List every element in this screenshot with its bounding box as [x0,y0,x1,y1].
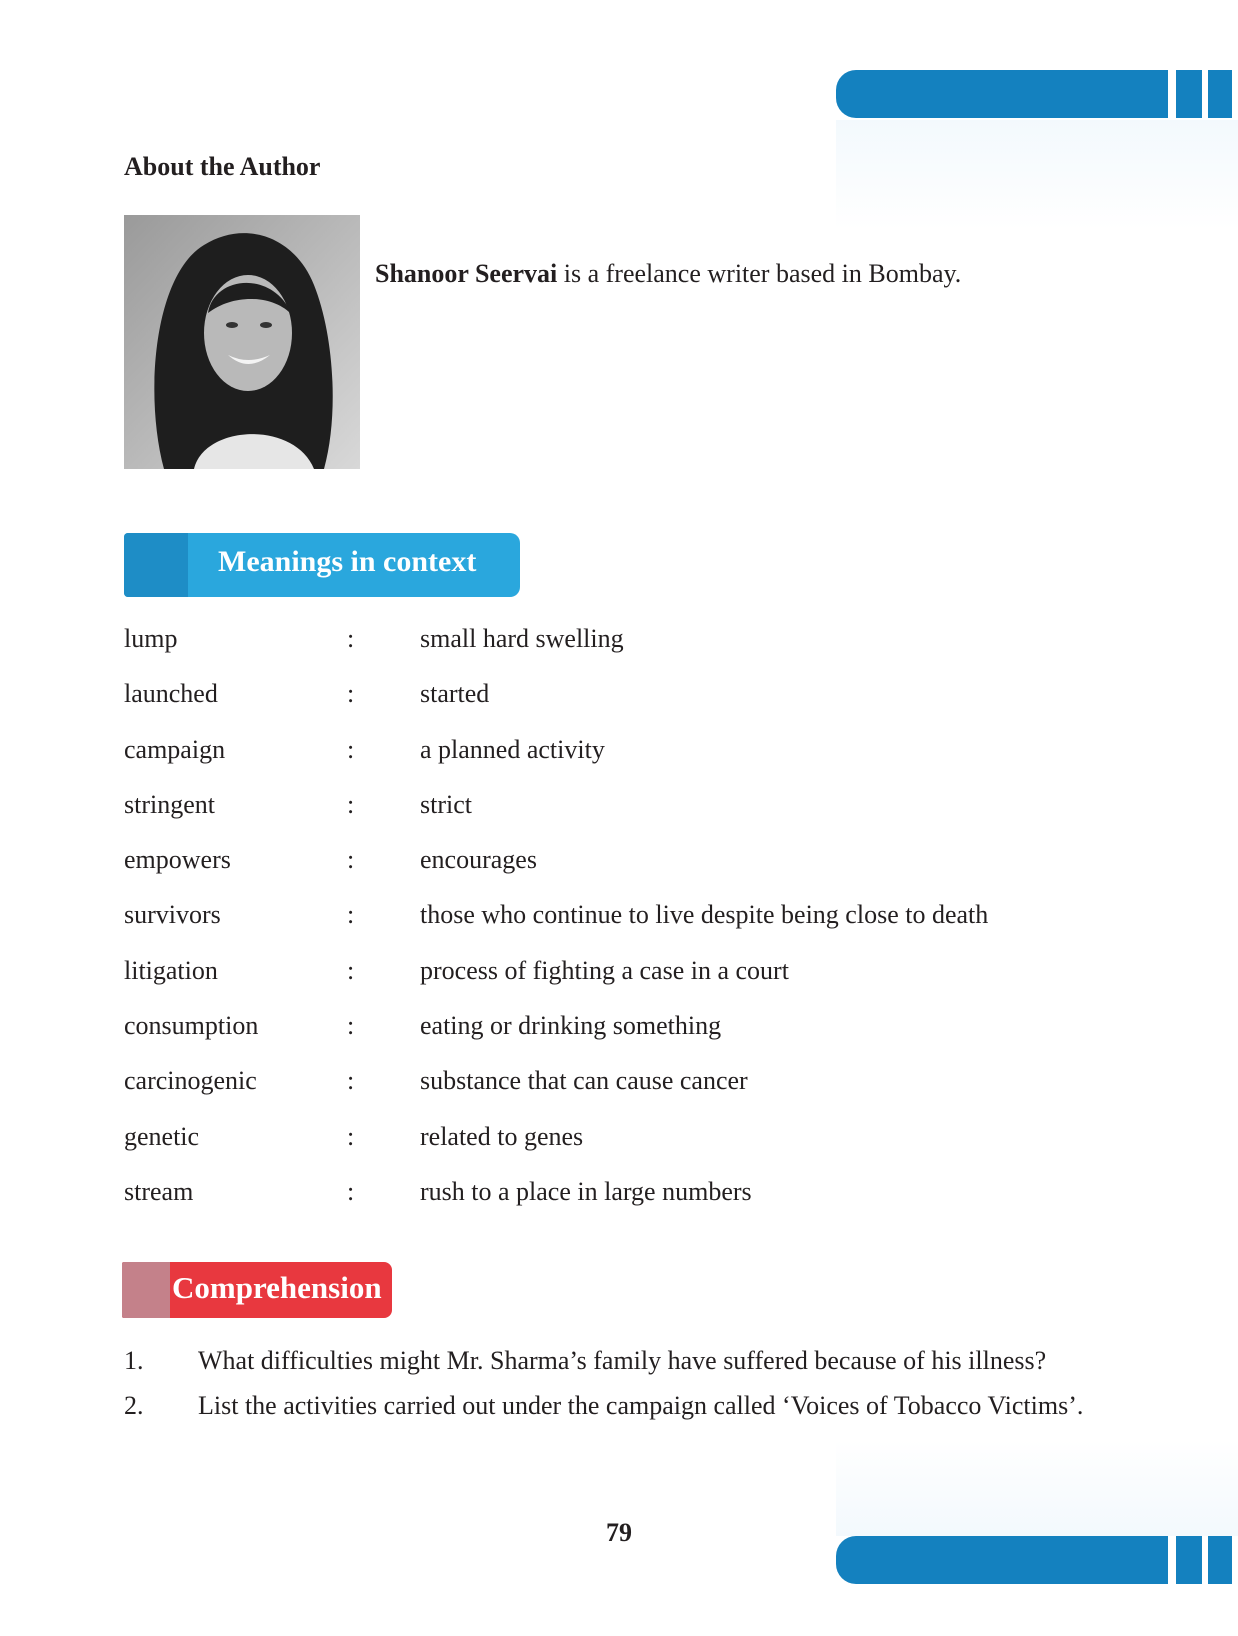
meanings-heading-banner [124,533,520,597]
banner-tab [122,1262,170,1318]
glossary-word: launched [124,679,218,709]
glossary-word: consumption [124,1011,259,1041]
glossary-word: empowers [124,845,231,875]
glossary-separator: : [347,624,355,653]
comprehension-questions [124,1342,1100,1432]
comprehension-heading: Comprehension [172,1270,382,1305]
glossary-row [124,1169,1084,1224]
glossary-word: genetic [124,1121,200,1151]
glossary-separator: : [347,1176,355,1206]
glossary-separator: : [347,734,355,764]
glossary-word: litigation [124,955,218,985]
glossary-meaning: rush to a place in large numbers [420,1176,752,1206]
glossary-meaning: substance that can cause cancer [420,1066,748,1096]
glossary-separator: : [347,1066,355,1096]
about-author-title: About the Author [124,152,321,181]
glossary-word: campaign [124,734,226,764]
glossary-meaning: eating or drinking something [420,1011,722,1041]
author-desc-text: is a freelance writer based in Bombay. [557,259,962,288]
glossary-word: survivors [124,900,221,930]
glossary-meaning: strict [420,789,472,819]
footer-decor-bar [836,1536,1238,1584]
glossary-meaning: those who continue to live despite being close to death [420,900,989,930]
glossary-row [124,616,1084,671]
glossary-meaning: started [420,679,490,709]
glossary-separator: : [347,955,355,985]
banner-tab [124,533,188,597]
glossary-separator: : [347,1121,355,1151]
glossary-row [124,671,1084,726]
glossary-separator: : [347,789,355,819]
glossary-meaning: related to genes [420,1121,584,1151]
header-decor-fade [836,120,1238,230]
page-number: 79 [606,1518,632,1547]
footer-decor-fade [836,1440,1238,1536]
glossary-row [124,837,1084,892]
glossary-row [124,1003,1084,1058]
glossary-meaning: a planned activity [420,734,605,764]
question-item [124,1387,1100,1425]
glossary-separator: : [347,845,355,875]
meanings-heading: Meanings in context [218,545,477,578]
glossary-row [124,782,1084,837]
author-name: Shanoor Seervai [375,259,558,288]
question-number: 2. [124,1391,144,1420]
glossary-separator: : [347,1011,355,1041]
glossary-separator: : [347,900,355,930]
glossary-meaning: small hard swelling [420,624,624,653]
comprehension-heading-banner [122,1262,392,1318]
question-text: List the activities carried out under the campaign called ‘Voices of Tobacco Victims’. [198,1391,1084,1420]
glossary-meaning: encourages [420,845,537,875]
glossary-row [124,727,1084,782]
glossary-word: carcinogenic [124,1066,257,1096]
glossary-list [124,616,1084,1224]
glossary-row [124,1058,1084,1113]
glossary-separator: : [347,679,355,709]
glossary-word: stringent [124,789,215,819]
author-photo [124,215,360,469]
glossary-word: lump [124,624,178,653]
glossary-row [124,892,1084,947]
glossary-word: stream [124,1176,194,1206]
glossary-row [124,948,1084,1003]
header-decor-bar [836,70,1238,118]
glossary-meaning: process of fighting a case in a court [420,955,789,985]
question-item [124,1342,1100,1380]
question-text: What difficulties might Mr. Sharma’s family have suffered because of his illness? [198,1346,1047,1375]
question-number: 1. [124,1346,144,1375]
author-description [375,259,961,289]
glossary-row [124,1114,1084,1169]
